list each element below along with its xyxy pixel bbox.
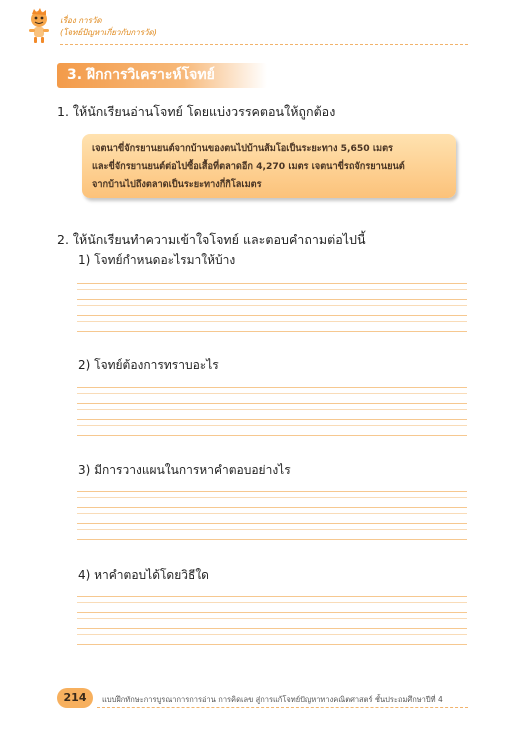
question-1: 1. ให้นักเรียนอ่านโจทย์ โดยแบ่งวรรคตอนให้ถูกต้อง	[57, 104, 336, 119]
header-topic	[60, 15, 157, 39]
cartoon-mascot-icon	[24, 8, 54, 44]
story-line-3: จากบ้านไปถึงตลาดเป็นระยะทางกี่กิโลเมตร	[92, 179, 262, 190]
sub-question-4: 4) หาคำตอบได้โดยวิธีใด	[78, 568, 209, 582]
sub-question-2: 2) โจทย์ต้องการทราบอะไร	[78, 358, 219, 372]
header-divider	[60, 44, 468, 45]
question-2: 2. ให้นักเรียนทำความเข้าใจโจทย์ และตอบคำถามต่อไปนี้	[57, 232, 366, 247]
answer-lines-3[interactable]	[77, 491, 467, 541]
footer-divider	[97, 707, 468, 708]
answer-lines-1[interactable]	[77, 283, 467, 333]
sub-question-3: 3) มีการวางแผนในการหาคำตอบอย่างไร	[78, 463, 291, 477]
answer-lines-2[interactable]	[77, 387, 467, 437]
page-number: 214	[57, 688, 93, 708]
answer-lines-4[interactable]	[77, 596, 467, 646]
header-line-2: (โจทย์ปัญหาเกี่ยวกับการวัด)	[60, 28, 157, 37]
story-box	[82, 134, 456, 198]
footer-book-title: แบบฝึกทักษะการบูรณาการการอ่าน การคิดเลข สู่การแก้โจทย์ปัญหาทางคณิตศาสตร์ ชั้นประถมศึกษาปีที่ 4	[102, 695, 443, 704]
story-line-1: เจตนาขี่จักรยานยนต์จากบ้านของตนไปบ้านส้มโอเป็นระยะทาง 5,650 เมตร	[92, 143, 393, 154]
section-title: 3. ฝึกการวิเคราะห์โจทย์	[57, 63, 267, 88]
story-line-2: และขี่จักรยานยนต์ต่อไปซื้อเสื้อที่ตลาดอีก 4,270 เมตร เจตนาขี่รถจักรยานยนต์	[92, 161, 405, 172]
header-line-1: เรื่อง การวัด	[60, 16, 102, 25]
sub-question-1: 1) โจทย์กำหนดอะไรมาให้บ้าง	[78, 253, 236, 267]
